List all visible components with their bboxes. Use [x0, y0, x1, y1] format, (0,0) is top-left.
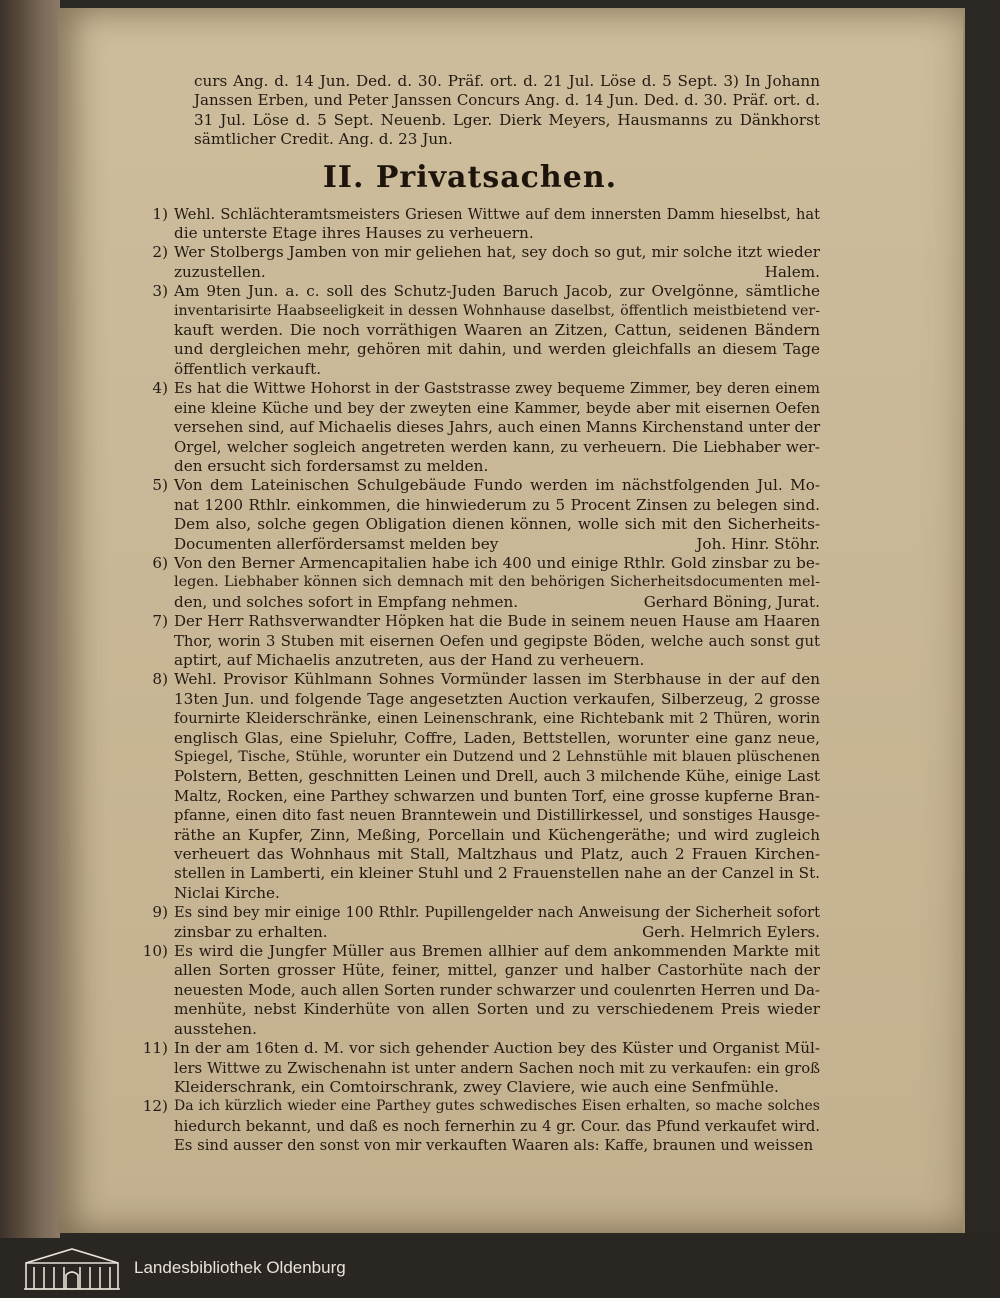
entry-line-text: Orgel, welcher sogleich angetreten werden kann, zu verheuern. Die Liebhaber wer- — [174, 437, 820, 456]
entry-body — [174, 1039, 820, 1097]
entry-line — [174, 418, 820, 437]
entry-line — [174, 476, 820, 495]
entry-line — [174, 263, 820, 282]
entry-line — [174, 651, 820, 670]
library-name: Landesbibliothek Oldenburg — [134, 1258, 346, 1277]
header-line: Janssen Erben, und Peter Janssen Concurs Ang. d. 14 Jun. Ded. d. 30. Präf. ort. d. — [194, 91, 820, 110]
entry-line-text: verheuert das Wohnhaus mit Stall, Maltzhaus und Platz, auch 2 Frauen Kirchen- — [174, 845, 820, 864]
entry-line-text: pfanne, einen dito fast neuen Branntewein und Distillirkessel, und sonstiges Hausge- — [174, 807, 820, 825]
entry-line-text: eine kleine Küche und bey der zweyten eine Kammer, beyde aber mit eisernen Oefen — [174, 399, 820, 417]
entry-line-text: den, und solches sofort in Empfang nehmen. — [174, 592, 519, 611]
entry-line-text: Thor, worin 3 Stuben mit eisernen Oefen und gegipste Böden, welche auch sonst gut — [174, 632, 820, 650]
entry-line-text: legen. Liebhaber können sich demnach mit den behörigen Sicherheitsdocumenten mel- — [174, 574, 820, 591]
header-line: sämtlicher Credit. Ang. d. 23 Jun. — [194, 130, 453, 149]
entry-number: 7) — [152, 612, 168, 631]
entry-line-text: Maltz, Rocken, eine Parthey schwarzen und bunten Torf, eine grosse kupferne Bran- — [174, 786, 820, 805]
entry-line — [174, 709, 820, 728]
entry-body — [174, 243, 820, 282]
entry-line — [174, 787, 820, 806]
entry-line — [174, 321, 820, 340]
entry-line-text: kauft werden. Die noch vorräthigen Waaren an Zitzen, Cattun, seidenen Bändern — [174, 321, 820, 340]
entry-line-text: Wer Stolbergs Jamben von mir geliehen hat, sey doch so gut, mir solche itzt wieder — [174, 243, 820, 262]
header-continuation — [194, 72, 820, 150]
entry-line-text: In der am 16ten d. M. vor sich gehender Auction bey des Küster und Organist Mül- — [174, 1039, 820, 1058]
entry-line-text: lers Wittwe zu Zwischenahn ist unter andern Sachen noch mit zu verkaufen: ein groß — [174, 1059, 820, 1077]
entry-line — [174, 554, 820, 573]
entry-line — [174, 884, 820, 903]
notice-entry — [120, 554, 820, 612]
entry-line — [174, 1039, 820, 1058]
page-text — [120, 72, 820, 1156]
entry-line — [174, 942, 820, 961]
entry-line — [174, 457, 820, 476]
entry-line — [174, 806, 820, 825]
entry-number: 9) — [152, 903, 168, 922]
header-line: curs Ang. d. 14 Jun. Ded. d. 30. Präf. ort. d. 21 Jul. Löse d. 5 Sept. 3) In Johann — [194, 72, 820, 90]
entry-signature: Joh. Hinr. Stöhr. — [696, 534, 820, 553]
entry-line-text: stellen in Lamberti, ein kleiner Stuhl und 2 Frauenstellen nahe an der Canzel in St. — [174, 864, 820, 883]
entry-line — [174, 845, 820, 864]
entry-line — [174, 1020, 820, 1039]
notice-entry — [120, 243, 820, 282]
entry-line-text: Es wird die Jungfer Müller aus Bremen allhier auf dem ankommenden Markte mit — [174, 942, 820, 961]
entry-line — [174, 1136, 820, 1155]
entry-line-text: neuesten Mode, auch allen Sorten runder schwarzer und coulenrten Herren und Da- — [174, 980, 820, 999]
entry-number: 8) — [152, 670, 168, 689]
entry-line-text: hiedurch bekannt, und daß es noch fernerhin zu 4 gr. Cour. das Pfund verkaufet wird. — [174, 1117, 820, 1135]
entry-line — [174, 864, 820, 883]
entry-line — [174, 340, 820, 359]
entry-line — [174, 961, 820, 980]
entry-number: 4) — [152, 379, 168, 398]
entry-line-text: Von den Berner Armencapitalien habe ich 400 und einige Rthlr. Gold zinsbar zu be- — [174, 553, 820, 572]
entry-line-text: Polstern, Betten, geschnitten Leinen und Drell, auch 3 milchende Kühe, einige Last — [174, 767, 820, 786]
entry-line-text: ausstehen. — [174, 1019, 257, 1038]
entry-line — [174, 593, 820, 612]
entry-line-text: räthe an Kupfer, Zinn, Meßing, Porcellain und Küchengeräthe; und wird zugleich — [174, 825, 820, 844]
entry-body — [174, 1097, 820, 1155]
entry-line — [174, 690, 820, 709]
entry-line-text: Es sind ausser den sonst von mir verkauften Waaren als: Kaffe, braunen und weissen — [174, 1137, 814, 1155]
footer-bar — [0, 1238, 1000, 1298]
entry-line-text: Der Herr Rathsverwandter Höpken hat die Bude in seinem neuen Hause am Haaren — [174, 612, 820, 631]
entry-line — [174, 379, 820, 398]
entry-body — [174, 282, 820, 379]
notice-entry — [120, 903, 820, 942]
entry-line — [174, 243, 820, 262]
entry-body — [174, 205, 820, 244]
entry-line-text: öffentlich verkauft. — [174, 359, 322, 378]
notice-entry — [120, 670, 820, 903]
notice-entry — [120, 1039, 820, 1097]
entry-line-text: Es hat die Wittwe Hohorst in der Gaststrasse zwey bequeme Zimmer, bey deren einem — [174, 380, 820, 398]
notice-entry — [120, 476, 820, 554]
entry-line — [174, 399, 820, 418]
entry-line-text: Spiegel, Tische, Stühle, worunter ein Dutzend und 2 Lehnstühle mit blauen plüschenen — [174, 749, 820, 765]
header-line: 31 Jul. Löse d. 5 Sept. Neuenb. Lger. Dierk Meyers, Hausmanns zu Dänkhorst — [194, 110, 820, 129]
entry-line — [174, 1000, 820, 1019]
entry-line — [174, 923, 820, 942]
entry-number: 1) — [152, 204, 168, 223]
entry-body — [174, 612, 820, 670]
entry-line — [174, 496, 820, 515]
entry-body — [174, 942, 820, 1039]
entry-number: 10) — [142, 942, 168, 961]
entry-line — [174, 224, 820, 243]
entry-body — [174, 476, 820, 554]
notice-entry — [120, 282, 820, 379]
entry-line — [174, 670, 820, 689]
entry-signature: Gerhard Böning, Jurat. — [643, 592, 820, 611]
entry-line — [174, 1078, 820, 1097]
entry-line — [174, 632, 820, 651]
entry-line — [174, 1059, 820, 1078]
entry-number: 3) — [152, 282, 168, 301]
entry-line-text: Wehl. Provisor Kühlmann Sohnes Vormünder lassen im Sterbhause in der auf den — [174, 670, 820, 689]
entry-line — [174, 612, 820, 631]
entry-line-text: Von dem Lateinischen Schulgebäude Fundo werden im nächstfolgenden Jul. Mo- — [174, 476, 820, 495]
entry-line-text: Kleiderschrank, ein Comtoirschrank, zwey Claviere, wie auch eine Senfmühle. — [174, 1077, 779, 1096]
entry-line — [174, 748, 820, 767]
entry-line — [174, 903, 820, 922]
entry-line — [174, 573, 820, 592]
entry-number: 2) — [152, 243, 168, 262]
notice-entry — [120, 379, 820, 476]
entry-line-text: Da ich kürzlich wieder eine Parthey gutes schwedisches Eisen erhalten, so mache solches — [174, 1098, 820, 1115]
entry-number: 6) — [152, 553, 168, 572]
notice-entry — [120, 1097, 820, 1155]
entry-line-text: zinsbar zu erhalten. — [174, 922, 328, 941]
entry-line — [174, 438, 820, 457]
entry-line — [174, 729, 820, 748]
entry-line-text: fournirte Kleiderschränke, einen Leinenschrank, eine Richtebank mit 2 Thüren, worin — [174, 710, 820, 728]
entry-line-text: den ersucht sich fordersamst zu melden. — [174, 456, 489, 475]
entry-line-text: aptirt, auf Michaelis anzutreten, aus der Hand zu verheuern. — [174, 650, 645, 669]
notice-entry — [120, 942, 820, 1039]
entry-line — [174, 205, 820, 224]
book-spine — [0, 0, 60, 1238]
entry-line-text: versehen sind, auf Michaelis dieses Jahrs, auch einen Manns Kirchenstand unter der — [174, 418, 821, 437]
entries-list — [120, 205, 820, 1156]
section-title: II. Privatsachen. — [322, 159, 618, 195]
entry-number: 5) — [152, 476, 168, 495]
entry-line — [174, 767, 820, 786]
entry-line-text: und dergleichen mehr, gehören mit dahin, und werden gleichfalls an diesem Tage — [174, 340, 820, 359]
entry-line — [174, 282, 820, 301]
entry-number: 12) — [142, 1097, 168, 1116]
entry-line-text: nat 1200 Rthlr. einkommen, die hinwiederum zu 5 Procent Zinsen zu belegen sind. — [174, 495, 820, 514]
entry-line-text: inventarisirte Haabseeligkeit in dessen Wohnhause daselbst, öffentlich meistbietend ver- — [174, 302, 820, 319]
entry-line — [174, 826, 820, 845]
entry-body — [174, 379, 820, 476]
entry-signature: Gerh. Helmrich Eylers. — [642, 922, 820, 941]
entry-line — [174, 535, 820, 554]
entry-line-text: Dem also, solche gegen Obligation dienen können, wolle sich mit den Sicherheits- — [174, 515, 820, 534]
entry-line-text: allen Sorten grosser Hüte, feiner, mittel, ganzer und halber Castorhüte nach der — [174, 961, 820, 980]
entry-line — [174, 302, 820, 321]
entry-line-text: die unterste Etage ihres Hauses zu verheuern. — [174, 224, 534, 243]
entry-line — [174, 981, 820, 1000]
entry-line-text: 13ten Jun. und folgende Tage angesetzten Auction verkaufen, Silberzeug, 2 grosse — [174, 689, 820, 708]
entry-line-text: Wehl. Schlächteramtsmeisters Griesen Wittwe auf dem innersten Damm hieselbst, hat — [174, 205, 820, 223]
entry-line-text: Niclai Kirche. — [174, 883, 280, 902]
entry-line — [174, 1097, 820, 1116]
entry-signature: Halem. — [764, 262, 820, 281]
entry-body — [174, 670, 820, 903]
entry-line — [174, 360, 820, 379]
entry-line-text: menhüte, nebst Kinderhüte von allen Sorten und zu verschiedenem Preis wieder — [174, 1000, 820, 1019]
entry-number: 11) — [142, 1039, 168, 1058]
entry-body — [174, 554, 820, 612]
entry-line-text: Documenten allerfördersamst melden bey — [174, 534, 499, 553]
notice-entry — [120, 205, 820, 244]
entry-line — [174, 1117, 820, 1136]
notice-entry — [120, 612, 820, 670]
entry-body — [174, 903, 820, 942]
entry-line-text: zuzustellen. — [174, 262, 266, 281]
entry-line-text: Es sind bey mir einige 100 Rthlr. Pupillengelder nach Anweisung der Sicherheit sofort — [174, 904, 820, 922]
entry-line — [174, 515, 820, 534]
entry-line-text: Am 9ten Jun. a. c. soll des Schutz-Juden Baruch Jacob, zur Ovelgönne, sämtliche — [174, 282, 820, 301]
library-building-icon — [22, 1245, 122, 1291]
entry-line-text: englisch Glas, eine Spieluhr, Coffre, Laden, Bettstellen, worunter eine ganz neue, — [174, 728, 820, 747]
